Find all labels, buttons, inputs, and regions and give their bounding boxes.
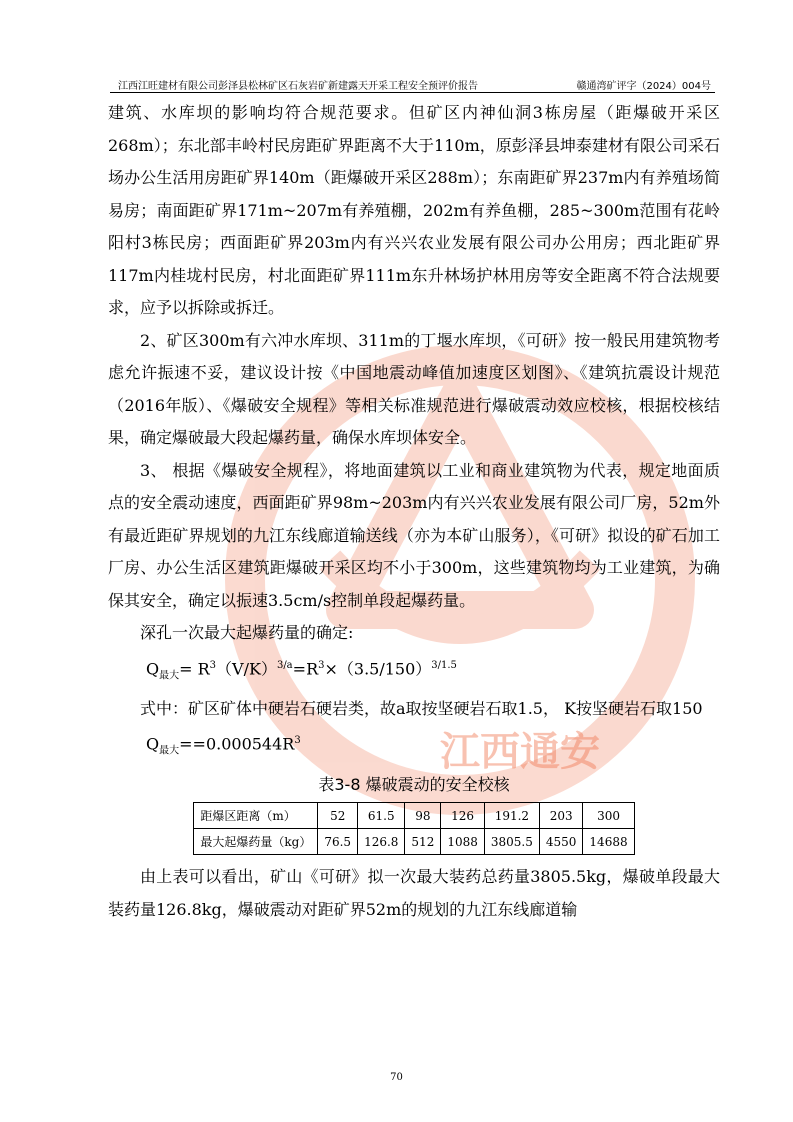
table-cell: 14688 (583, 829, 634, 855)
table-cell: 191.2 (484, 803, 539, 829)
table-cell: 4550 (539, 829, 583, 855)
document-body (108, 97, 720, 926)
table-row-charge (194, 829, 634, 855)
table-cell: 126 (441, 803, 485, 829)
table-cell: 126.8 (358, 829, 405, 855)
paragraph-6: 由上表可以看出，矿山《可研》拟一次最大装药总药量3805.5kg，爆破单段最大装药量126.8kg，爆破震动对距矿界52m的规划的九江东线廊道输 (108, 867, 720, 919)
formula-result: $Q_{最大}==0.000544R^3$ (146, 734, 301, 757)
table-cell: 300 (583, 803, 634, 829)
header-doc-number: 赣通湾矿评字（2024）004号 (576, 81, 711, 92)
table-cell: 203 (539, 803, 583, 829)
page-number: 70 (390, 1072, 403, 1083)
page-header (118, 74, 711, 92)
header-title: 江西江旺建材有限公司彭泽县松林矿区石灰岩矿新建露天开采工程安全预评价报告 (118, 81, 478, 92)
paragraph-2: 2、矿区300m有六冲水库坝、311m的丁堰水库坝，《可研》按一般民用建筑物考虑允许振速不妥，建议设计按《中国地震动峰值加速度区划图》、《建筑抗震设计规范（2016年版）、《爆破安全规程》等相关标准规范进行爆破震动效应校核，根据校核结果，确定爆破最大段起爆药量，确保水库坝体安全。 (108, 330, 720, 447)
table-row-distance (194, 803, 634, 829)
table-row-label: 最大起爆药量（kg） (194, 829, 318, 855)
table-cell: 61.5 (358, 803, 405, 829)
watermark-text: 江西通安 (440, 729, 600, 775)
formula-max-charge: $Q_{最大}= R^3(V/K)^{3/a}=R^3\times(3.5/150)^{3/1.5}$ (146, 658, 457, 682)
paragraph-3: 3、 根据《爆破安全规程》，将地面建筑以工业和商业建筑物为代表，规定地面质点的安全震动速度，西面距矿界98m~203m内有兴兴农业发展有限公司厂房，52m外有最近距矿界规划的九江东线廊道输送线（亦为本矿山服务），《可研》拟设的矿石加工厂房、办公生活区建筑距爆破开采区均不小于300m，这些建筑物均为工业建筑，为确保其安全，确定以振速3.5cm/s控制单段起爆药量。 (108, 460, 720, 610)
table-cell: 1088 (441, 829, 485, 855)
table-cell: 98 (405, 803, 441, 829)
table-cell: 76.5 (318, 829, 358, 855)
paragraph-4: 深孔一次最大起爆药量的确定: (140, 623, 354, 642)
table-row-label: 距爆区距离（m） (194, 803, 318, 829)
paragraph-5: 式中：矿区矿体中硬岩石硬岩类，故a取按坚硬岩石取1.5， K按坚硬岩石取150 (140, 698, 703, 718)
paragraph-1: 建筑、水库坝的影响均符合规范要求。但矿区内神仙洞3栋房屋（距爆破开采区268m）；东北部丰岭村民房距矿界距离不大于110m，原彭泽县坤泰建材有限公司采石场办公生活用房距矿界140m（距爆破开采区288m）；东南距矿界237m内有养殖场简易房；南面距矿界171m~207m有养殖棚，202m有养鱼棚，285~300m范围有花岭阳村3栋民房；西面距矿界203m内有兴兴农业发展有限公司办公用房；西北距矿界117m内桂垅村民房，村北面距矿界111m东升林场护林用房等安全距离不符合法规要求，应予以拆除或拆迁。 (108, 103, 720, 317)
table-caption: 表3-8 爆破震动的安全校核 (318, 775, 510, 795)
header-rule (110, 92, 715, 93)
table-cell: 52 (318, 803, 358, 829)
table-cell: 3805.5 (484, 829, 539, 855)
table-cell: 512 (405, 829, 441, 855)
safety-check-table (193, 802, 634, 855)
